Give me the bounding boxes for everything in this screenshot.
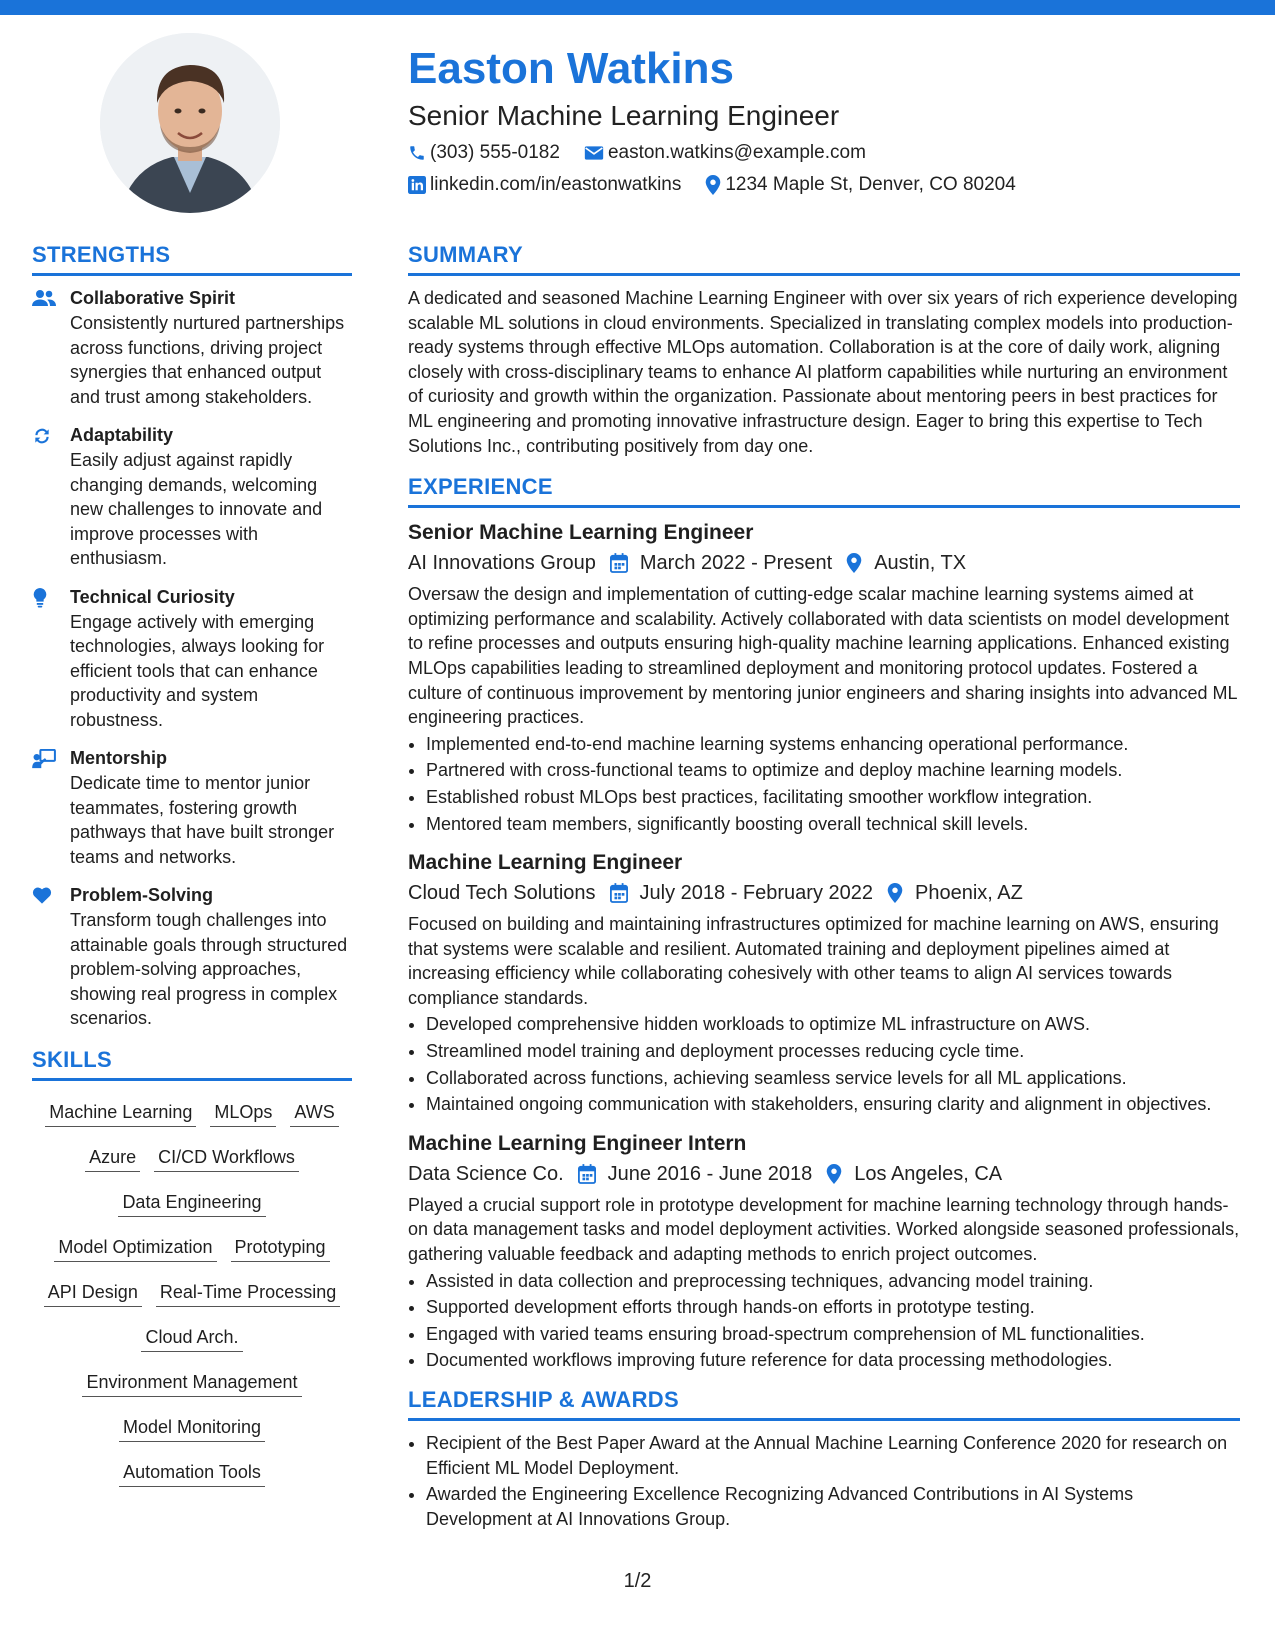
skills-list [32,1091,352,1496]
calendar-icon [578,1164,596,1184]
contact-row-2 [408,172,1238,198]
skill-tag: MLOps [210,1100,276,1127]
job-description: Focused on building and maintaining infrastructures optimized for machine learning on AWS, ensuring that systems were scalable and resilient. Automated training and deployment pipelines aimed at increasing efficiency while collaborating cohesively with other teams to align AI services towards compliance standards. [408,914,1219,1008]
job-meta [408,878,1240,908]
leadership-list [408,1431,1240,1531]
job-bullet: • Collaborated across functions, achieving seamless service levels for all ML applications. [426,1066,1240,1091]
skill-tag: Cloud Arch. [141,1325,242,1352]
job-bullet: • Supported development efforts through hands-on efforts in prototype testing. [426,1295,1240,1320]
location-icon [705,175,721,195]
strength-desc: Easily adjust against rapidly changing demands, welcoming new challenges to innovate and improve processes with enthusiasm. [70,450,323,568]
calendar-icon [610,553,628,573]
summary-text: A dedicated and seasoned Machine Learning Engineer with over six years of rich experience developing scalable ML solutions in cloud environments. Specialized in translating complex models into production-ready systems through effective MLOps automation. Collaboration is at the core of daily work, aligning closely with cross-disciplinary teams to enhance AI platform capabilities while nurturing an environment of curiosity and growth within the organization. Passionate about mentoring peers in best practices for ML engineering and promoting innovative infrastructure design. Eager to bring this expertise to Tech Solutions Inc., contributing positively from day one. [408,288,1238,456]
email-icon [584,145,604,161]
strength-title: Mentorship [70,748,167,768]
job-bullet: • Streamlined model training and deployment processes reducing cycle time. [426,1039,1240,1064]
job-bullet: • Engaged with varied teams ensuring broad-spectrum comprehension of ML functionalities. [426,1322,1240,1347]
strength-title: Collaborative Spirit [70,288,236,308]
strengths-heading: STRENGTHS [32,240,352,276]
job-dates: June 2016 - June 2018 [607,1162,813,1185]
job-bullet: • Partnered with cross-functional teams to optimize and deploy machine learning models. [426,758,1240,783]
job-bullet: • Assisted in data collection and preprocessing techniques, advancing model training. [426,1269,1240,1294]
skill-tag: CI/CD Workflows [154,1145,299,1172]
strength-desc: Consistently nurtured partnerships across functions, driving project synergies that enhanced output and trust among stakeholders. [70,313,345,407]
sync-icon [32,426,52,446]
strength-desc: Engage actively with emerging technologies, always looking for efficient tools that can enhance productivity and system robustness. [70,611,325,730]
job-title: Machine Learning Engineer [408,851,683,875]
job-bullets [408,732,1240,836]
job-entry [408,1129,1240,1373]
top-accent-bar [0,0,1275,15]
calendar-icon [610,883,628,903]
skill-tag: Machine Learning [45,1100,196,1127]
job-location: Phoenix, AZ [915,882,1023,905]
job-location: Austin, TX [874,552,967,575]
linkedin-icon [408,176,426,194]
company-name: AI Innovations Group [408,552,596,575]
lightbulb-icon [32,588,48,608]
profile-photo [100,33,280,213]
linkedin-link[interactable]: linkedin.com/in/eastonwatkins [430,174,682,195]
strength-desc: Dedicate time to mentor junior teammates, fostering growth pathways that have built stronger teams and networks. [70,773,335,867]
candidate-title: Senior Machine Learning Engineer [408,100,840,131]
strength-title: Problem-Solving [70,885,214,905]
strength-item [32,286,352,409]
job-entry [408,518,1240,836]
strength-item [32,423,352,571]
job-bullet: • Implemented end-to-end machine learning systems enhancing operational performance. [426,732,1240,757]
job-meta [408,548,1240,578]
company-name: Cloud Tech Solutions [408,882,596,905]
skill-tag: Azure [85,1145,140,1172]
skill-tag: Data Engineering [118,1190,265,1217]
strength-title: Technical Curiosity [70,586,235,607]
strength-title: Adaptability [70,425,174,445]
job-dates: March 2022 - Present [639,552,833,575]
skill-tag: AWS [290,1100,338,1127]
left-column [32,240,352,1496]
heart-icon [32,886,52,904]
teacher-icon [32,749,56,769]
job-bullet: • Mentored team members, significantly boosting overall technical skill levels. [426,812,1240,837]
right-column [408,240,1240,1533]
strength-item [32,883,352,1031]
company-name: Data Science Co. [408,1162,564,1185]
job-dates: July 2018 - February 2022 [639,882,873,905]
job-bullet: • Documented workflows improving future reference for data processing methodologies. [426,1348,1240,1373]
contact-row-1 [408,140,1238,166]
skills-heading: SKILLS [32,1045,352,1081]
skill-tag: Prototyping [231,1235,330,1262]
users-icon [32,289,56,307]
job-bullets [408,1269,1240,1373]
skill-tag: API Design [44,1280,142,1307]
strength-item [32,746,352,869]
award-item: • Recipient of the Best Paper Award at the Annual Machine Learning Conference 2020 for research on Efficient ML Model Deployment. [426,1431,1240,1480]
phone-icon [408,144,426,162]
job-description: Played a crucial support role in prototype development for machine learning technology through hands-on data management tasks and model deployment activities. Worked alongside seasoned professionals, gathering valuable feedback and adapting methods to enrich project outcomes. [408,1194,1240,1265]
job-location: Los Angeles, CA [854,1162,1003,1185]
location-icon [826,1164,842,1184]
job-bullets [408,1012,1240,1116]
skill-tag: Environment Management [82,1370,301,1397]
resume-header [408,40,1238,198]
experience-heading: EXPERIENCE [408,472,1240,508]
location-icon [846,553,862,573]
leadership-heading: LEADERSHIP & AWARDS [408,1385,1240,1421]
job-description: Oversaw the design and implementation of cutting-edge scalar machine learning systems aimed at optimizing performance and scalability. Actively collaborated with data scientists on model development to refine processes and outputs ensuring high-quality machine learning applications. Enhanced existing MLOps capabilities leading to streamlined deployment and monitoring protocol updates. Fostered a culture of continuous improvement by mentoring junior engineers and sharing insights into advanced ML engineering practices. [408,584,1237,728]
page-number: 1/2 [623,1570,652,1592]
job-title: Machine Learning Engineer Intern [408,1131,747,1155]
summary-heading: SUMMARY [408,240,1240,276]
job-bullet: • Established robust MLOps best practices, facilitating smoother workflow integration. [426,785,1240,810]
job-title: Senior Machine Learning Engineer [408,521,754,545]
candidate-name: Easton Watkins [408,44,734,93]
email-link[interactable]: easton.watkins@example.com [607,142,866,163]
address-text: 1234 Maple St, Denver, CO 80204 [725,174,1016,195]
job-meta [408,1159,1240,1189]
phone-text: (303) 555-0182 [430,142,560,163]
skill-tag: Real-Time Processing [156,1280,340,1307]
strength-desc: Transform tough challenges into attainable goals through structured problem-solving approaches, showing real progress in complex scenarios. [70,910,348,1028]
skill-tag: Model Monitoring [119,1415,265,1442]
strength-item [32,585,352,733]
location-icon [887,883,903,903]
job-bullet: • Developed comprehensive hidden workloads to optimize ML infrastructure on AWS. [426,1012,1240,1037]
job-entry [408,848,1240,1117]
skill-tag: Automation Tools [119,1460,265,1487]
award-item: • Awarded the Engineering Excellence Recognizing Advanced Contributions in AI Systems Development at AI Innovations Group. [426,1482,1240,1531]
skill-tag: Model Optimization [54,1235,216,1262]
job-bullet: • Maintained ongoing communication with stakeholders, ensuring clarity and alignment in objectives. [426,1092,1240,1117]
